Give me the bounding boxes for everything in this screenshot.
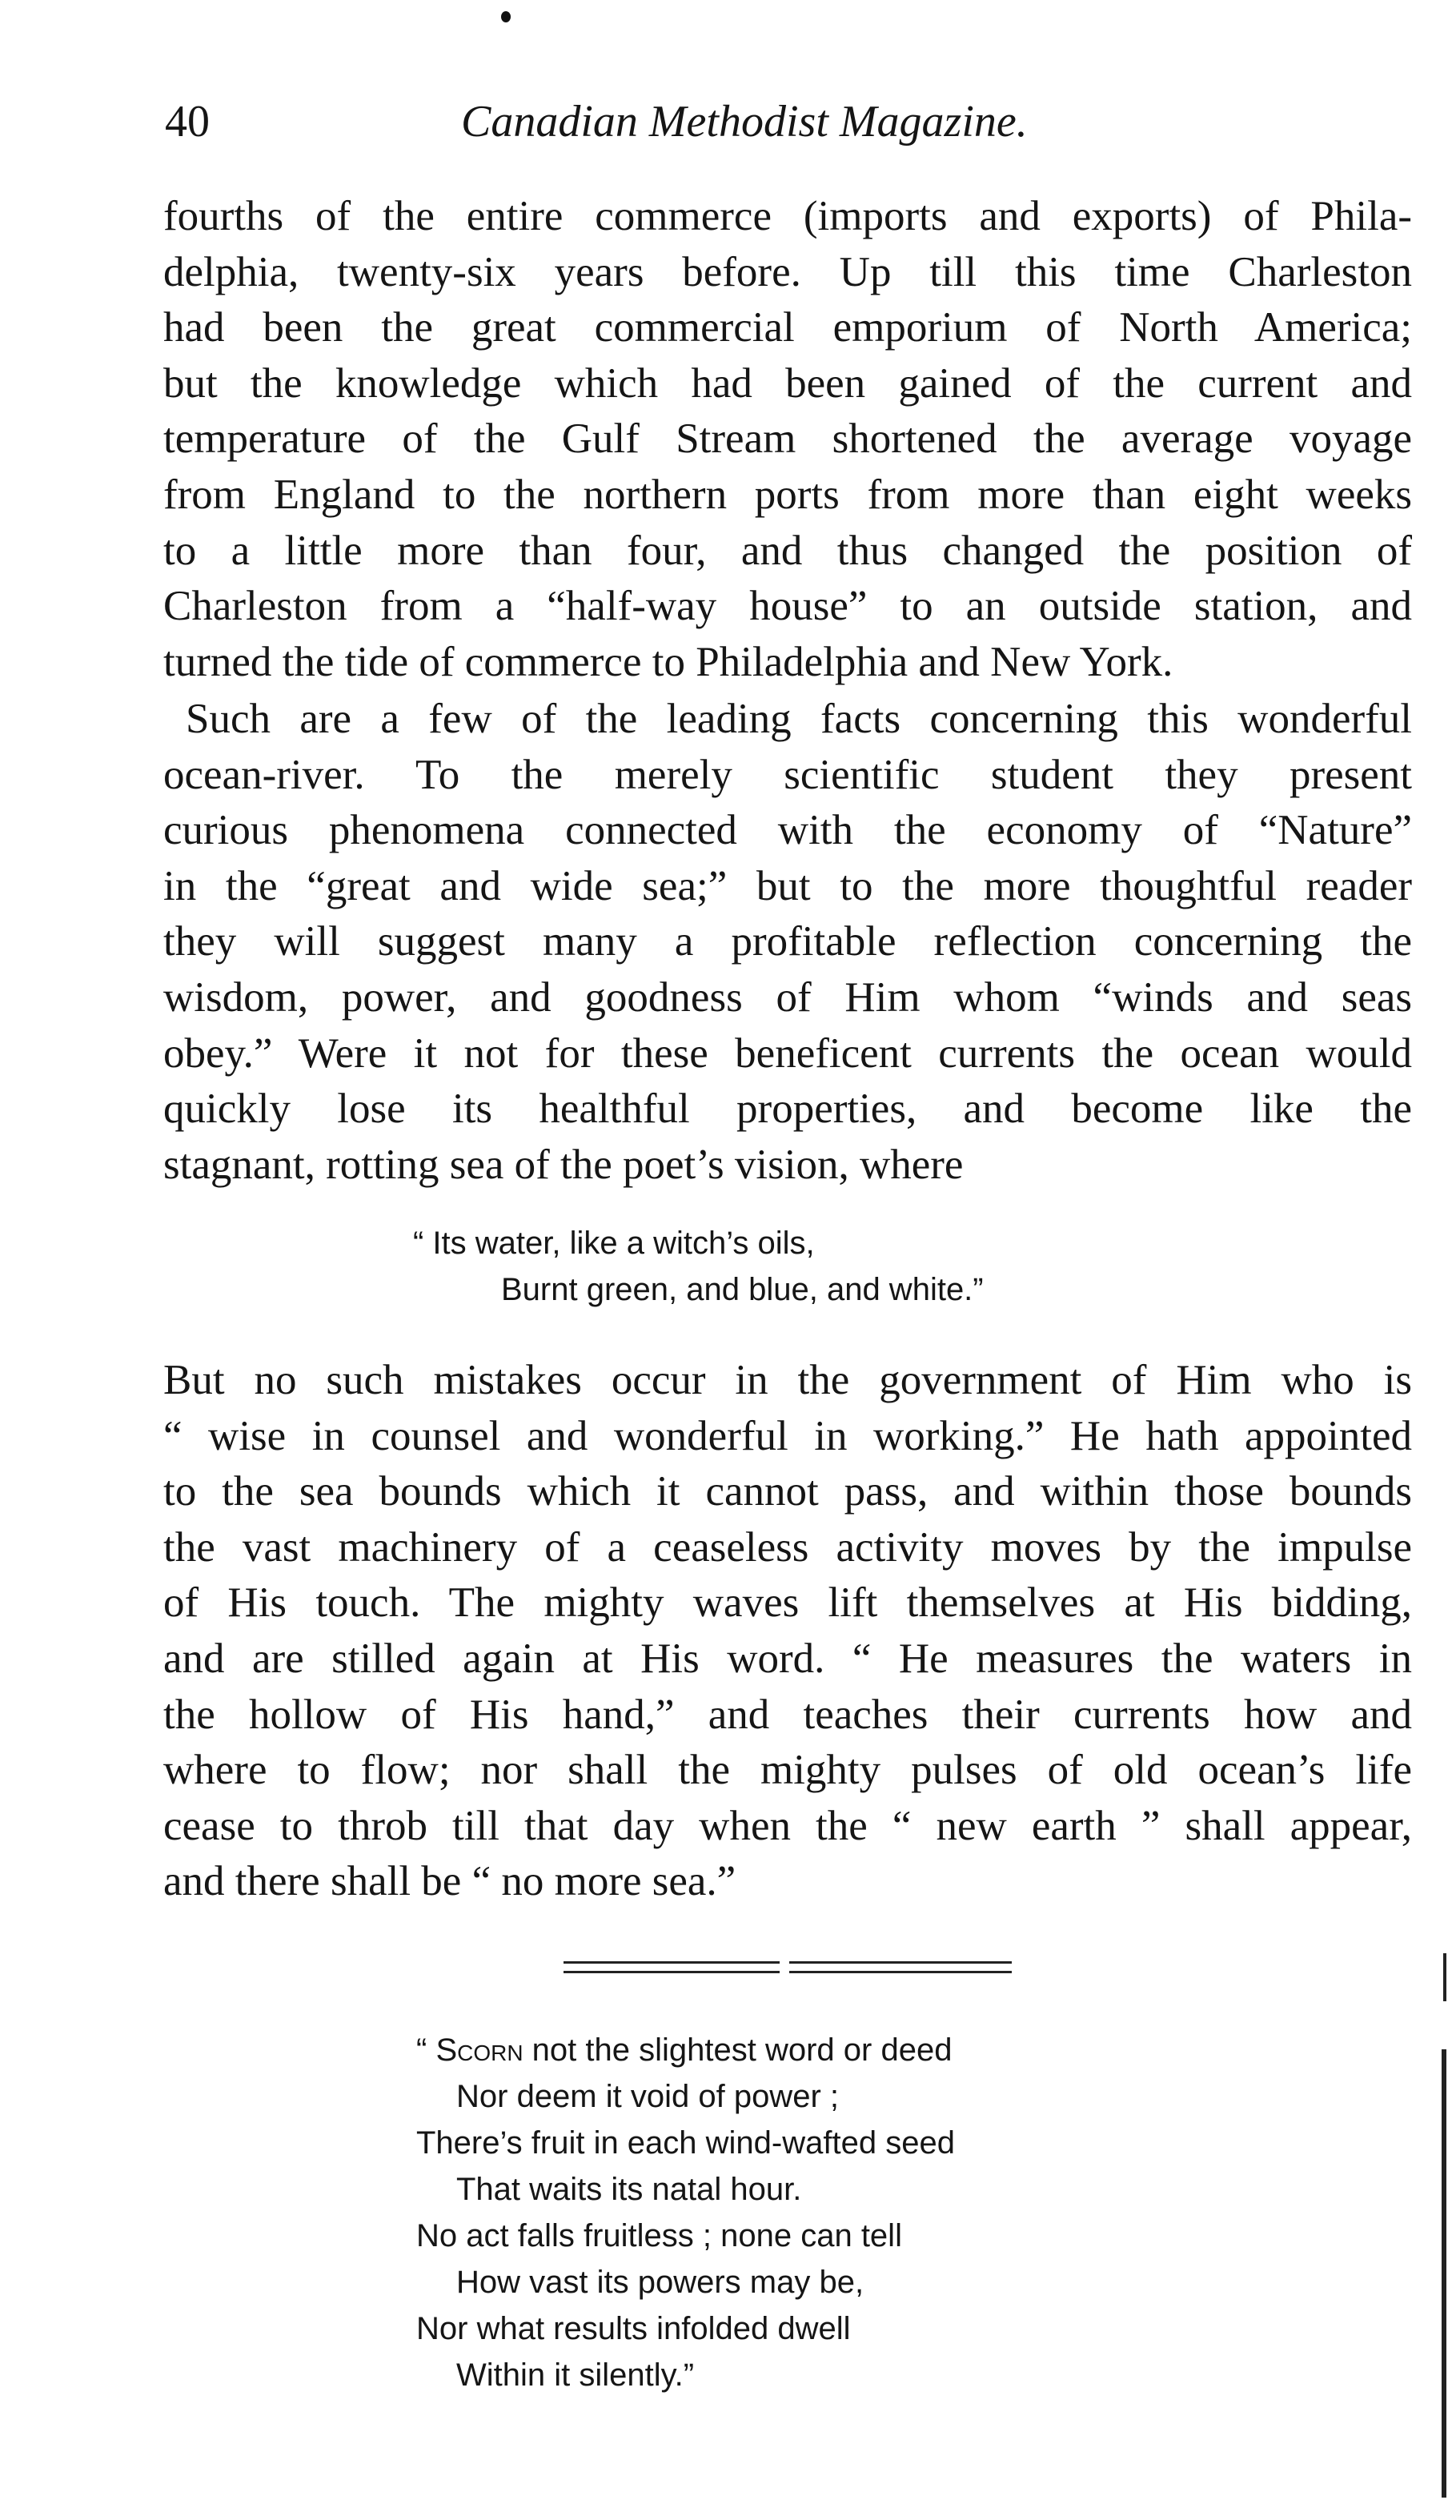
small-caps-word: Scorn	[435, 2032, 523, 2068]
section-divider	[564, 1961, 1012, 1977]
page-edge-mark	[1442, 2049, 1446, 2498]
text-line: the hollow of His hand,” and teaches their currents how and	[163, 1691, 1412, 1738]
text-line: and are stilled again at His word. “ He measures the waters in	[163, 1635, 1412, 1682]
verse-line: Within it silently.”	[456, 2357, 695, 2393]
text-line: delphia, twenty-six years before. Up till this time Charleston	[163, 248, 1412, 295]
text-line: to the sea bounds which it cannot pass, and within those bounds	[163, 1468, 1412, 1515]
text-line: temperature of the Gulf Stream shortened the average voyage	[163, 415, 1412, 463]
paragraph-3	[163, 1353, 1412, 1910]
text-line: Such are a few of the leading facts concerning this wonderful	[186, 696, 1412, 742]
verse-line: How vast its powers may be,	[456, 2265, 864, 2300]
text-line: to a little more than four, and thus changed the position of	[163, 527, 1412, 574]
text-line: Charleston from a “half-way house” to an outside station, and	[163, 583, 1412, 630]
verse-line: No act falls fruitless ; none can tell	[416, 2218, 902, 2253]
running-title: Canadian Methodist Magazine.	[461, 97, 1028, 146]
text-line: stagnant, rotting sea of the poet’s vision, where	[163, 1141, 964, 1188]
verse-quotation	[413, 1220, 984, 1313]
paragraph-2	[163, 692, 1412, 1193]
text-line: wisdom, power, and goodness of Him whom “winds and seas	[163, 973, 1412, 1021]
page-header	[165, 96, 1414, 160]
divider-rule	[564, 1971, 780, 1973]
verse-line: That waits its natal hour.	[456, 2172, 802, 2207]
paragraph-1	[163, 189, 1412, 690]
text-line: But no such mistakes occur in the government of Him who is	[163, 1357, 1412, 1403]
text-line: obey.” Were it not for these beneficent currents the ocean would	[163, 1029, 1412, 1077]
text-line: and there shall be “ no more sea.”	[163, 1858, 736, 1905]
text-line: they will suggest many a profitable reflection concerning the	[163, 918, 1412, 965]
text-line: quickly lose its healthful properties, and become like the	[163, 1085, 1412, 1133]
verse-line: Burnt green, and blue, and white.”	[501, 1272, 984, 1307]
verse-line: Nor deem it void of power ;	[456, 2079, 839, 2114]
text-line: from England to the northern ports from more than eight weeks	[163, 471, 1412, 518]
divider-rule	[789, 1971, 1012, 1973]
text-line: curious phenomena connected with the economy of “Nature”	[163, 807, 1412, 854]
poem	[416, 2027, 955, 2398]
text-line: ocean-river. To the merely scientific student they present	[163, 751, 1412, 798]
opening-quote: “	[416, 2032, 436, 2068]
text-line: fourths of the entire commerce (imports and exports) of Phila-	[163, 193, 1412, 239]
page-edge-mark	[1443, 1953, 1446, 2001]
text-line: but the knowledge which had been gained of the current and	[163, 359, 1412, 407]
text-line: in the “great and wide sea;” but to the more thoughtful reader	[163, 862, 1412, 909]
verse-line: Nor what results infolded dwell	[416, 2311, 851, 2346]
verse-line: There’s fruit in each wind-wafted seed	[416, 2125, 955, 2161]
text-line: the vast machinery of a ceaseless activity moves by the impulse	[163, 1523, 1412, 1571]
verse-line: “ Its water, like a witch’s oils,	[413, 1226, 815, 1261]
divider-rule	[789, 1961, 1012, 1964]
divider-rule	[564, 1961, 780, 1964]
text-line: cease to throb till that day when the “ new earth ” shall appear,	[163, 1802, 1412, 1849]
text-line: “ wise in counsel and wonderful in working.” He hath appointed	[163, 1412, 1412, 1459]
ink-dot	[501, 11, 511, 22]
page-number: 40	[165, 97, 210, 146]
text-line: where to flow; nor shall the mighty pulses of old ocean’s life	[163, 1747, 1412, 1794]
verse-line	[416, 2027, 955, 2073]
text-line: of His touch. The mighty waves lift themselves at His bidding,	[163, 1579, 1412, 1627]
text-line: had been the great commercial emporium of North America;	[163, 304, 1412, 351]
text-line: turned the tide of commerce to Philadelphia and New York.	[163, 638, 1173, 685]
verse-line-rest: not the slightest word or deed	[523, 2032, 953, 2068]
